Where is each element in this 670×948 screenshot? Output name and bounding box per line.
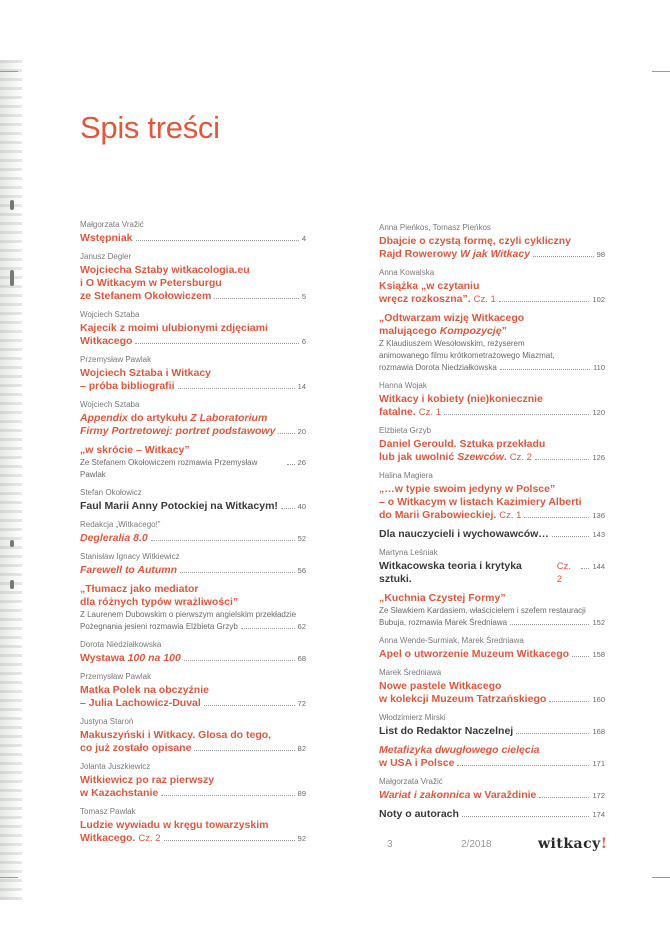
entry-title-text: Firmy Portretowej: portret podstawowy <box>80 425 276 437</box>
dot-leader <box>204 705 295 706</box>
entry-author: Małgorzata Vražić <box>80 220 144 229</box>
toc-entry[interactable] <box>379 592 605 629</box>
entry-title: „w skrócie – Witkacy” <box>80 444 190 456</box>
entry-page-number: 14 <box>297 382 306 391</box>
entry-row <box>80 742 306 755</box>
entry-author: Włodzimierz Mirski <box>379 713 446 722</box>
toc-entry[interactable] <box>379 667 605 706</box>
entry-row <box>379 725 605 738</box>
dot-leader <box>539 797 589 798</box>
entry-title <box>379 406 605 419</box>
entry-title-text: Rajd Rowerowy W jak Witkacy <box>379 248 531 260</box>
entry-page-number: 126 <box>592 453 605 462</box>
entry-title-text: do Marii Grabowieckiej. <box>379 509 497 521</box>
dot-leader <box>161 795 294 796</box>
entry-title-text: – próba bibliografii <box>80 380 175 392</box>
crop-mark <box>652 877 670 878</box>
toc-entry[interactable] <box>379 635 605 661</box>
entry-page-number: 56 <box>297 566 306 575</box>
entry-title: i O Witkacym w Petersburgu <box>80 277 222 289</box>
entry-author: Jolanta Juszkiewicz <box>80 762 151 771</box>
entry-page-number: 160 <box>592 695 605 704</box>
entry-title: Kajecik z moimi ulubionymi zdjęciami <box>80 322 268 334</box>
entry-author: Stanisław Ignacy Witkiewicz <box>80 552 180 561</box>
entry-page-number: 5 <box>301 292 306 301</box>
entry-author: Tomasz Pawlak <box>80 807 136 816</box>
entry-title <box>379 725 605 738</box>
entry-title <box>379 293 605 306</box>
entry-title <box>379 560 605 586</box>
entry-subtitle <box>379 362 605 374</box>
entry-title: Makuszyński i Witkacy. Glosa do tego, <box>80 729 272 741</box>
entry-author: Anna Wende-Surmiak, Marek Średniawa <box>379 636 524 645</box>
entry-row <box>80 335 306 348</box>
entry-title <box>80 532 306 545</box>
entry-title-text: Degleralia 8.0 <box>80 532 148 544</box>
entry-gap <box>379 821 605 827</box>
dot-leader <box>549 701 589 702</box>
crop-mark <box>0 71 18 72</box>
dot-leader <box>499 301 590 302</box>
entry-row <box>80 621 306 633</box>
entry-row <box>379 509 605 522</box>
dot-leader <box>287 464 295 465</box>
entry-title: Metafizyka dwugłowego cielęcia <box>379 744 540 756</box>
issue-number: 2/2018 <box>461 839 492 850</box>
dot-leader <box>552 536 590 537</box>
entry-page-number: 102 <box>592 295 605 304</box>
entry-subtitle: animowanego filmu krótkometrażowego Miazmat, <box>379 351 555 360</box>
entry-page-number: 110 <box>593 363 605 372</box>
entry-row <box>379 757 605 770</box>
entry-row <box>80 290 306 303</box>
entry-page-number: 20 <box>297 427 306 436</box>
toc-entry[interactable] <box>80 354 306 393</box>
entry-author: Stefan Okołowicz <box>80 488 142 497</box>
entry-part: Cz. 2 <box>509 452 532 463</box>
entry-title: „Odtwarzam wizję Witkacego <box>379 312 525 324</box>
entry-author: Hanna Wojak <box>379 381 427 390</box>
entry-title <box>379 757 605 770</box>
dot-leader <box>444 414 590 415</box>
entry-subtitle: Ze Sławkiem Kardasiem, właścicielem i szefem restauracji <box>379 606 586 615</box>
dot-leader <box>500 369 590 370</box>
entry-row <box>379 560 605 586</box>
toc-entry[interactable] <box>80 716 306 755</box>
dot-leader <box>535 459 590 460</box>
entry-row <box>379 248 605 261</box>
dot-leader <box>241 628 295 629</box>
entry-subtitle-text: Bubuja, rozmawia Marek Średniawa <box>379 618 508 627</box>
entry-title-text: w USA i Polsce <box>379 757 455 769</box>
entry-page-number: 171 <box>592 759 605 768</box>
entry-title-text: Faul Marii Anny Potockiej na Witkacym! <box>80 500 278 512</box>
entry-row <box>80 787 306 800</box>
entry-page-number: 143 <box>592 530 605 539</box>
toc-entry[interactable] <box>379 222 605 261</box>
entry-page-number: 152 <box>592 618 605 627</box>
entry-title-text: w Kazachstanie <box>80 787 159 799</box>
dot-leader <box>214 298 299 299</box>
entry-row <box>80 532 306 545</box>
entry-title-text: Witkacego <box>80 335 133 347</box>
toc-entry[interactable] <box>379 808 605 821</box>
toc-entry[interactable] <box>379 547 605 586</box>
toc-entry[interactable] <box>80 309 306 348</box>
dot-leader <box>136 240 299 241</box>
entry-title <box>80 425 306 438</box>
dot-leader <box>180 572 295 573</box>
entry-title: Appendix do artykułu Z Laboratorium <box>80 412 268 424</box>
entry-title-text: Witkacowska teoria i krytyka sztuki. <box>379 560 522 585</box>
entry-subtitle: Z Laurenem Dubowskim o pierwszym angielskim przekładzie <box>80 610 297 619</box>
entry-title: malującego Kompozycję” <box>379 325 507 337</box>
entry-row <box>379 693 605 706</box>
dot-leader <box>194 750 294 751</box>
entry-title-text: Apel o utworzenie Muzeum Witkacego <box>379 648 570 660</box>
entry-title <box>379 789 605 802</box>
crop-mark <box>652 71 670 72</box>
entry-part: Cz. 1 <box>473 294 496 305</box>
entry-author: Redakcja „Witkacego!” <box>80 520 161 529</box>
toc-entry[interactable] <box>379 744 605 770</box>
entry-author: Anna Pieńkos, Tomasz Pieńkos <box>379 223 491 232</box>
brand-logo: witkacy! <box>538 836 608 852</box>
dot-leader <box>281 508 295 509</box>
entry-page-number: 4 <box>301 234 306 243</box>
toc-entry[interactable] <box>80 487 306 513</box>
entry-row <box>379 293 605 306</box>
entry-author: Marek Średniawa <box>379 668 442 677</box>
entry-row <box>379 528 605 541</box>
entry-gap <box>80 845 306 851</box>
toc-entry[interactable] <box>379 470 605 522</box>
entry-page-number: 92 <box>297 834 306 843</box>
entry-title <box>80 564 306 577</box>
entry-part: Cz. 1 <box>418 407 441 418</box>
entry-title <box>80 232 306 245</box>
toc-entry[interactable] <box>80 444 306 481</box>
entry-page-number: 174 <box>592 810 605 819</box>
toc-entry[interactable] <box>379 776 605 802</box>
toc-entry[interactable] <box>80 551 306 577</box>
entry-title-text: ze Stefanem Okołowiczem <box>80 290 212 302</box>
entry-title: dla różnych typów wrażliwości” <box>80 596 239 608</box>
entry-author: Małgorzata Vražić <box>379 777 443 786</box>
entry-author: Przemysław Pawlak <box>80 672 152 681</box>
entry-title: „Tłumacz jako mediator <box>80 583 199 595</box>
entry-subtitle-text: Ze Stefanem Okołowiczem rozmawia Przemysław Pawlak <box>80 458 258 479</box>
entry-title-text: fatalne. <box>379 406 416 418</box>
entry-title-text: co już zostało opisane <box>80 742 192 754</box>
entry-title: Witkiewicz po raz pierwszy <box>80 774 215 786</box>
toc-entry[interactable] <box>80 761 306 800</box>
dot-leader <box>581 568 589 569</box>
dot-leader <box>164 840 295 841</box>
dot-leader <box>151 540 295 541</box>
entry-row <box>379 789 605 802</box>
entry-row <box>379 617 605 629</box>
entry-author: Janusz Degler <box>80 252 132 261</box>
entry-row <box>379 808 605 821</box>
entry-row <box>80 500 306 513</box>
entry-title <box>80 290 306 303</box>
toc-entry[interactable] <box>80 399 306 438</box>
entry-title-text: Noty o autorach <box>379 808 459 820</box>
toc-entry[interactable] <box>379 312 605 374</box>
entry-title-text: – Julia Lachowicz-Duval <box>80 697 201 709</box>
entry-title <box>379 648 605 661</box>
toc-column-left <box>80 219 306 851</box>
entry-title <box>80 500 306 513</box>
entry-title-text: List do Redaktor Naczelnej <box>379 725 514 737</box>
entry-author: Wojciech Sztaba <box>80 400 140 409</box>
dot-leader <box>516 733 589 734</box>
entry-title-text: wręcz rozkoszna”. <box>379 293 471 305</box>
entry-author: Wojciech Sztaba <box>80 310 140 319</box>
toc-entry[interactable] <box>379 380 605 419</box>
entry-author: Justyna Staroń <box>80 717 134 726</box>
entry-title: „…w typie swoim jedyny w Polsce” <box>379 483 556 495</box>
entry-title <box>80 380 306 393</box>
toc-entry[interactable] <box>379 425 605 464</box>
entry-row <box>80 832 306 845</box>
entry-title-text: lub jak uwolnić Szewców. <box>379 451 507 463</box>
entry-title <box>379 808 605 821</box>
toc-entry[interactable] <box>379 267 605 306</box>
entry-title-text: Witkacego. <box>80 832 136 844</box>
entry-title: Dbajcie o czystą formę, czyli cykliczny <box>379 235 572 247</box>
entry-title-text: Dla nauczycieli i wychowawców… <box>379 528 549 540</box>
entry-title: „Kuchnia Czystej Formy” <box>379 592 506 604</box>
entry-page-number: 26 <box>297 458 306 467</box>
entry-page-number: 40 <box>297 502 306 511</box>
dot-leader <box>184 660 295 661</box>
entry-page-number: 120 <box>592 408 605 417</box>
crop-mark <box>0 877 18 878</box>
dot-leader <box>462 816 590 817</box>
entry-subtitle <box>80 621 306 633</box>
toc-entry[interactable] <box>80 219 306 245</box>
toc-entry[interactable] <box>80 806 306 845</box>
entry-title: Matka Polek na obczyźnie <box>80 684 209 696</box>
entry-title <box>80 335 306 348</box>
toc-entry[interactable] <box>80 639 306 665</box>
entry-row <box>80 425 306 438</box>
entry-subtitle-text: rozmawia Dorota Niedziałkowska <box>379 363 497 372</box>
entry-page-number: 62 <box>297 622 306 631</box>
dot-leader <box>457 765 589 766</box>
entry-title <box>80 652 306 665</box>
entry-page-number: 158 <box>592 650 605 659</box>
entry-page-number: 68 <box>297 654 306 663</box>
entry-title <box>379 693 605 706</box>
entry-subtitle <box>80 457 306 481</box>
entry-title <box>379 528 605 541</box>
toc-entry[interactable] <box>80 583 306 633</box>
dot-leader <box>533 256 594 257</box>
entry-title-text: Wariat i zakonnica w Varaždinie <box>379 789 537 801</box>
dot-leader <box>572 656 589 657</box>
entry-row <box>379 406 605 419</box>
entry-row <box>80 697 306 710</box>
entry-author: Przemysław Pawlak <box>80 355 152 364</box>
entry-page-number: 136 <box>592 511 605 520</box>
entry-page-number: 98 <box>596 250 605 259</box>
entry-author: Martyna Leśniak <box>379 548 438 557</box>
toc-column-right <box>379 222 605 827</box>
entry-row <box>80 564 306 577</box>
entry-title-text: Farewell to Autumn <box>80 564 178 576</box>
dot-leader <box>524 517 589 518</box>
entry-part: Cz. 2 <box>556 561 572 585</box>
entry-row <box>80 380 306 393</box>
toc-entry[interactable] <box>80 251 306 303</box>
entry-subtitle <box>379 617 605 629</box>
entry-title-text: Wstępniak <box>80 232 133 244</box>
entry-row <box>80 457 306 481</box>
page-title: Spis treści <box>80 110 220 145</box>
entry-title <box>80 787 306 800</box>
entry-page-number: 6 <box>301 337 306 346</box>
entry-page-number: 52 <box>297 534 306 543</box>
entry-row <box>80 652 306 665</box>
toc-entry[interactable] <box>80 519 306 545</box>
entry-author: Anna Kowalska <box>379 268 435 277</box>
entry-page-number: 72 <box>297 699 306 708</box>
entry-page-number: 168 <box>592 727 605 736</box>
entry-title: Ludzie wywiadu w kręgu towarzyskim <box>80 819 269 831</box>
entry-title: Wojciech Sztaba i Witkacy <box>80 367 212 379</box>
entry-subtitle-text: Pożegnania jesieni rozmawia Elżbieta Grzyb <box>80 622 238 631</box>
entry-title-text: Wystawa 100 na 100 <box>80 652 181 664</box>
entry-subtitle: Z Klaudiuszem Wesołowskim, reżyserem <box>379 339 525 348</box>
scan-edge-texture <box>0 60 22 900</box>
entry-title: Witkacy i kobiety (nie)koniecznie <box>379 393 543 405</box>
dot-leader <box>135 343 298 344</box>
entry-title: – o Witkacym w listach Kazimiery Alberti <box>379 496 582 508</box>
entry-page-number: 172 <box>592 791 605 800</box>
entry-title: Wojciecha Sztaby witkacologia.eu <box>80 264 250 276</box>
entry-title: Książka „w czytaniu <box>379 280 480 292</box>
entry-page-number: 144 <box>592 562 605 571</box>
entry-title: Daniel Gerould. Sztuka przekładu <box>379 438 546 450</box>
entry-title <box>379 248 605 261</box>
entry-title <box>80 697 306 710</box>
entry-page-number: 89 <box>297 789 306 798</box>
entry-part: Cz. 2 <box>138 833 161 844</box>
entry-title <box>80 832 306 845</box>
toc-entry[interactable] <box>379 712 605 738</box>
entry-author: Dorota Niedziałkowska <box>80 640 162 649</box>
entry-row <box>379 362 605 374</box>
dot-leader <box>178 388 295 389</box>
entry-part: Cz. 1 <box>499 510 522 521</box>
entry-title <box>80 742 306 755</box>
entry-title: Nowe pastele Witkacego <box>379 680 502 692</box>
entry-author: Elżbieta Grzyb <box>379 426 432 435</box>
entry-title <box>379 451 605 464</box>
entry-row <box>379 451 605 464</box>
page-number: 3 <box>387 839 393 850</box>
entry-row <box>379 648 605 661</box>
dot-leader <box>278 433 294 434</box>
entry-page-number: 82 <box>297 744 306 753</box>
entry-row <box>80 232 306 245</box>
entry-title-text: w kolekcji Muzeum Tatrzańskiego <box>379 693 547 705</box>
toc-entry[interactable] <box>379 528 605 541</box>
toc-entry[interactable] <box>80 671 306 710</box>
entry-author: Halina Magiera <box>379 471 433 480</box>
dot-leader <box>510 624 589 625</box>
entry-title <box>379 509 605 522</box>
